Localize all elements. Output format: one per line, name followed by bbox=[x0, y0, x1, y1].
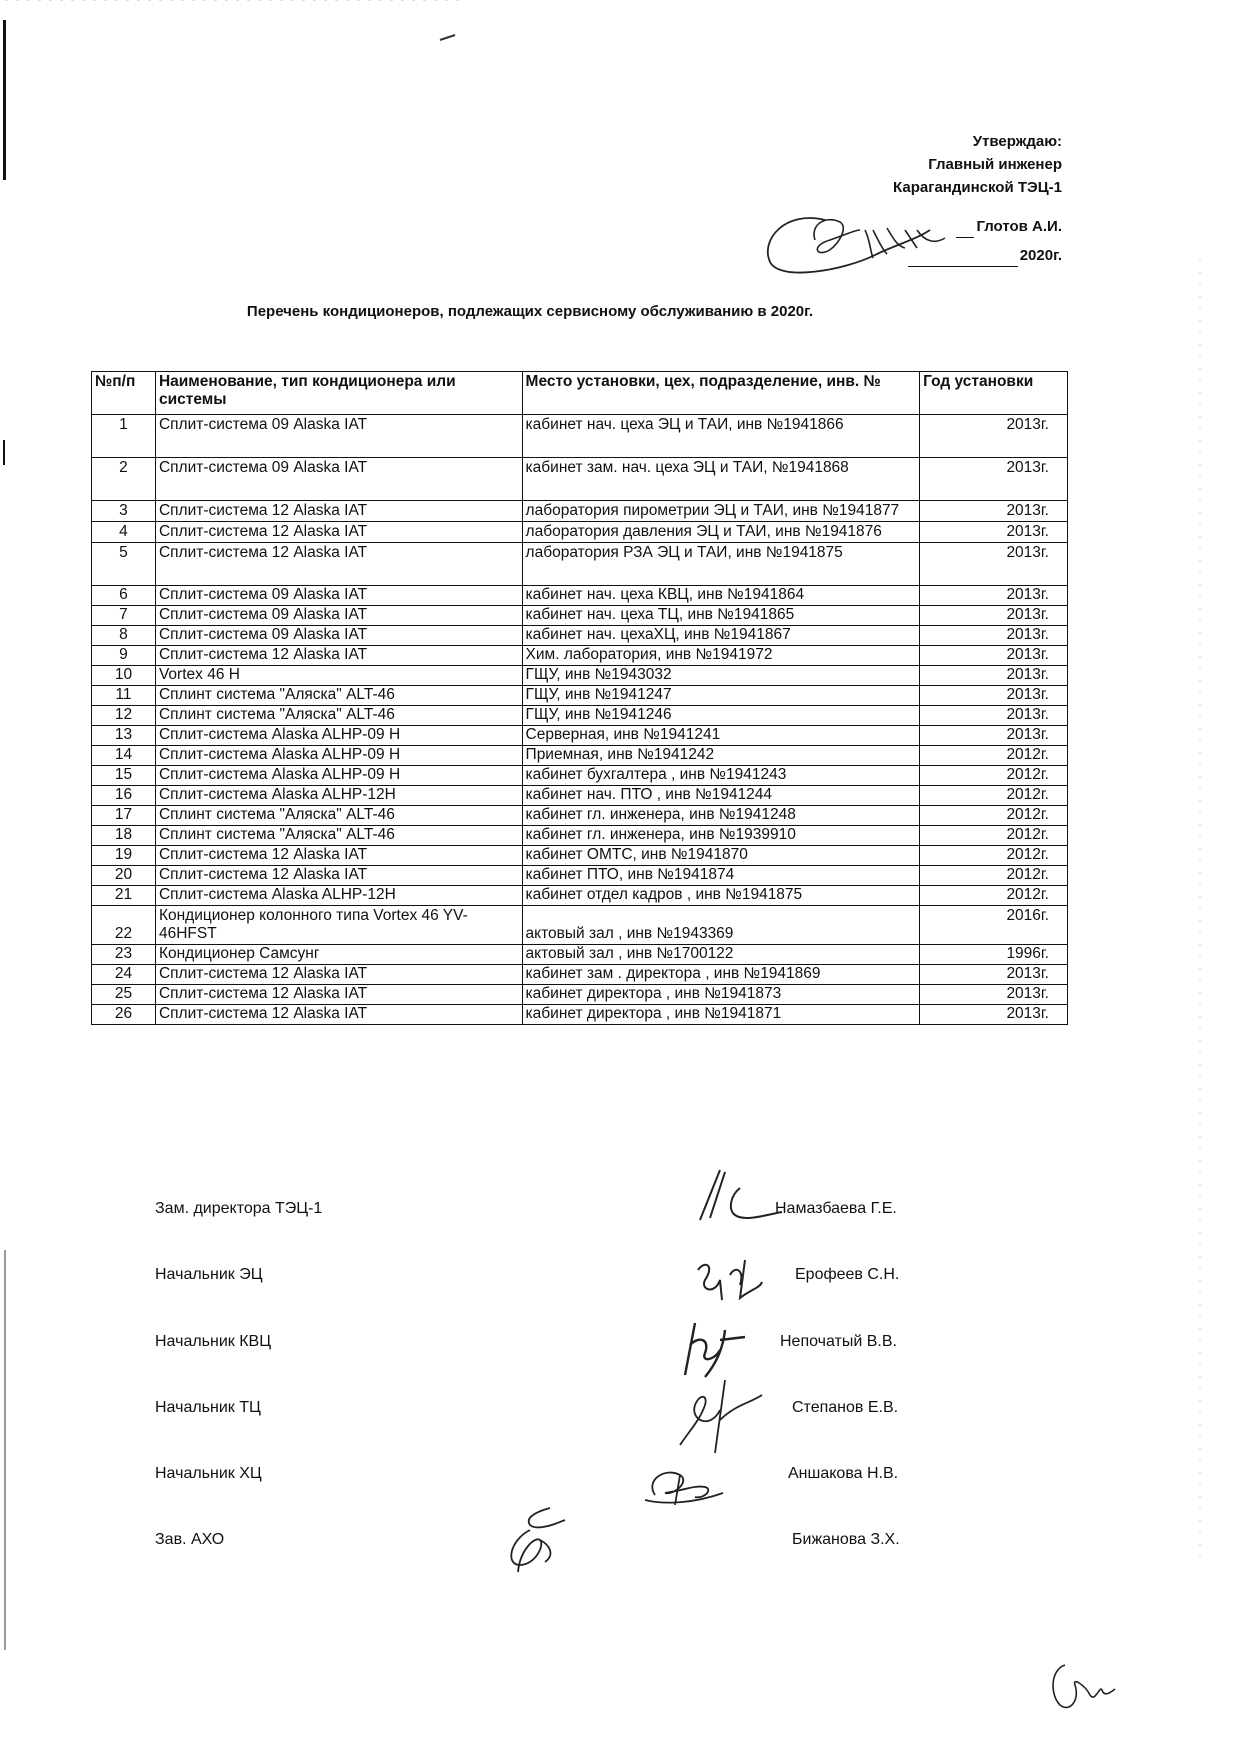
cell-year: 2013г. bbox=[920, 706, 1068, 726]
header-year: Год установки bbox=[920, 372, 1068, 415]
cell-location: ГЩУ, инв №1943032 bbox=[522, 666, 920, 686]
cell-location: кабинет гл. инженера, инв №1941248 bbox=[522, 806, 920, 826]
cell-num: 10 bbox=[92, 666, 156, 686]
cell-num: 4 bbox=[92, 522, 156, 543]
cell-year: 2013г. bbox=[920, 522, 1068, 543]
signature-name: Бижанова З.Х. bbox=[792, 1531, 900, 1548]
cell-num: 3 bbox=[92, 501, 156, 522]
approval-date: 2020г. bbox=[1019, 247, 1062, 264]
cell-num: 24 bbox=[92, 965, 156, 985]
approval-line-1: Утверждаю: bbox=[972, 133, 1062, 150]
cell-location: кабинет директора , инв №1941871 bbox=[522, 1005, 920, 1025]
cell-year: 2013г. bbox=[920, 965, 1068, 985]
cell-year: 2013г. bbox=[920, 1005, 1068, 1025]
cell-num: 18 bbox=[92, 826, 156, 846]
signature-name: Ерофеев С.Н. bbox=[795, 1266, 900, 1283]
cell-name: Сплит-система 12 Alaska IAT bbox=[155, 985, 522, 1005]
cell-location: кабинет ОМТС, инв №1941870 bbox=[522, 846, 920, 866]
cell-num: 16 bbox=[92, 786, 156, 806]
cell-name: Сплит-система 12 Alaska IAT bbox=[155, 1005, 522, 1025]
cell-location: кабинет директора , инв №1941873 bbox=[522, 985, 920, 1005]
cell-name: Vortex 46 H bbox=[155, 666, 522, 686]
approval-line-3: Карагандинской ТЭЦ-1 bbox=[893, 179, 1062, 196]
cell-name: Сплит-система Alaska ALHP-12H bbox=[155, 886, 522, 906]
cell-location: ГЩУ, инв №1941247 bbox=[522, 686, 920, 706]
cell-name: Сплинт система "Аляска" ALT-46 bbox=[155, 686, 522, 706]
cell-location: лаборатория РЗА ЭЦ и ТАИ, инв №1941875 bbox=[522, 543, 920, 586]
cell-year: 1996г. bbox=[920, 945, 1068, 965]
cell-num: 9 bbox=[92, 646, 156, 666]
cell-location: кабинет бухгалтера , инв №1941243 bbox=[522, 766, 920, 786]
cell-year: 2016г. bbox=[920, 906, 1068, 945]
cell-name: Сплинт система "Аляска" ALT-46 bbox=[155, 806, 522, 826]
cell-num: 17 bbox=[92, 806, 156, 826]
signature-role: Начальник ТЦ bbox=[155, 1399, 261, 1416]
cell-name: Сплит-система 12 Alaska IAT bbox=[155, 646, 522, 666]
cell-name: Сплит-система 09 Alaska IAT bbox=[155, 626, 522, 646]
cell-location: Хим. лаборатория, инв №1941972 bbox=[522, 646, 920, 666]
cell-name: Сплит-система 12 Alaska IAT bbox=[155, 522, 522, 543]
cell-year: 2013г. bbox=[920, 726, 1068, 746]
cell-year: 2012г. bbox=[920, 886, 1068, 906]
cell-num: 6 bbox=[92, 586, 156, 606]
cell-num: 21 bbox=[92, 886, 156, 906]
signature-role: Начальник ХЦ bbox=[155, 1465, 262, 1482]
cell-name: Кондиционер Самсунг bbox=[155, 945, 522, 965]
cell-year: 2013г. bbox=[920, 586, 1068, 606]
signature-role: Начальник ЭЦ bbox=[155, 1266, 263, 1283]
cell-year: 2013г. bbox=[920, 985, 1068, 1005]
cell-location: кабинет нач. ПТО , инв №1941244 bbox=[522, 786, 920, 806]
cell-num: 8 bbox=[92, 626, 156, 646]
cell-year: 2012г. bbox=[920, 846, 1068, 866]
cell-num: 2 bbox=[92, 458, 156, 501]
cell-name: Сплит-система Alaska ALHP-12H bbox=[155, 786, 522, 806]
cell-name: Сплит-система 12 Alaska IAT bbox=[155, 543, 522, 586]
cell-location: кабинет зам . директора , инв №1941869 bbox=[522, 965, 920, 985]
cell-num: 22 bbox=[92, 906, 156, 945]
cell-location: Приемная, инв №1941242 bbox=[522, 746, 920, 766]
cell-num: 13 bbox=[92, 726, 156, 746]
cell-location: актовый зал , инв №1700122 bbox=[522, 945, 920, 965]
signature-name: Степанов Е.В. bbox=[792, 1399, 899, 1416]
signature-name: Непочатый В.В. bbox=[780, 1333, 897, 1350]
cell-num: 26 bbox=[92, 1005, 156, 1025]
cell-num: 25 bbox=[92, 985, 156, 1005]
cell-name: Сплит-система 12 Alaska IAT bbox=[155, 501, 522, 522]
cell-year: 2013г. bbox=[920, 415, 1068, 458]
header-num: №п/п bbox=[92, 372, 156, 415]
cell-year: 2012г. bbox=[920, 866, 1068, 886]
cell-location: кабинет гл. инженера, инв №1939910 bbox=[522, 826, 920, 846]
signature-name: Аншакова Н.В. bbox=[788, 1465, 899, 1482]
cell-name: Сплит-система 09 Alaska IAT bbox=[155, 606, 522, 626]
cell-location: кабинет нач. цеха КВЦ, инв №1941864 bbox=[522, 586, 920, 606]
cell-name: Сплит-система 12 Alaska IAT bbox=[155, 846, 522, 866]
cell-num: 23 bbox=[92, 945, 156, 965]
header-name: Наименование, тип кондиционера или системы bbox=[155, 372, 522, 415]
cell-year: 2012г. bbox=[920, 766, 1068, 786]
cell-year: 2013г. bbox=[920, 458, 1068, 501]
cell-year: 2012г. bbox=[920, 746, 1068, 766]
cell-location: лаборатория пирометрии ЭЦ и ТАИ, инв №1941877 bbox=[522, 501, 920, 522]
cell-num: 11 bbox=[92, 686, 156, 706]
cell-name: Сплит-система Alaska ALHP-09 H bbox=[155, 746, 522, 766]
cell-num: 20 bbox=[92, 866, 156, 886]
cell-year: 2013г. bbox=[920, 543, 1068, 586]
signature-role: Зам. директора ТЭЦ-1 bbox=[155, 1200, 323, 1217]
cell-num: 19 bbox=[92, 846, 156, 866]
cell-location: кабинет нач. цеха ЭЦ и ТАИ, инв №1941866 bbox=[522, 415, 920, 458]
cell-year: 2013г. bbox=[920, 606, 1068, 626]
cell-num: 5 bbox=[92, 543, 156, 586]
cell-location: лаборатория давления ЭЦ и ТАИ, инв №1941876 bbox=[522, 522, 920, 543]
cell-name: Сплит-система 09 Alaska IAT bbox=[155, 415, 522, 458]
cell-year: 2012г. bbox=[920, 786, 1068, 806]
cell-name: Сплинт система "Аляска" ALT-46 bbox=[155, 826, 522, 846]
cell-location: кабинет зам. нач. цеха ЭЦ и ТАИ, №1941868 bbox=[522, 458, 920, 501]
cell-name: Сплит-система Alaska ALHP-09 H bbox=[155, 766, 522, 786]
cell-year: 2013г. bbox=[920, 626, 1068, 646]
cell-year: 2012г. bbox=[920, 826, 1068, 846]
approval-signer: Глотов А.И. bbox=[976, 218, 1062, 235]
cell-num: 7 bbox=[92, 606, 156, 626]
cell-name: Сплинт система "Аляска" ALT-46 bbox=[155, 706, 522, 726]
cell-num: 1 bbox=[92, 415, 156, 458]
cell-location: Серверная, инв №1941241 bbox=[522, 726, 920, 746]
cell-name: Сплит-система Alaska ALHP-09 H bbox=[155, 726, 522, 746]
signature-role: Начальник КВЦ bbox=[155, 1333, 272, 1350]
cell-location: кабинет нач. цеха ТЦ, инв №1941865 bbox=[522, 606, 920, 626]
cell-location: кабинет нач. цехаХЦ, инв №1941867 bbox=[522, 626, 920, 646]
signature-name: Намазбаева Г.Е. bbox=[775, 1200, 897, 1217]
cell-location: кабинет отдел кадров , инв №1941875 bbox=[522, 886, 920, 906]
cell-year: 2013г. bbox=[920, 501, 1068, 522]
approval-line-2: Главный инженер bbox=[928, 156, 1062, 173]
cell-num: 12 bbox=[92, 706, 156, 726]
cell-name: Сплит-система 12 Alaska IAT bbox=[155, 866, 522, 886]
cell-year: 2013г. bbox=[920, 666, 1068, 686]
cell-num: 15 bbox=[92, 766, 156, 786]
header-location: Место установки, цех, подразделение, инв. № bbox=[522, 372, 920, 415]
cell-name: Сплит-система 09 Alaska IAT bbox=[155, 458, 522, 501]
document-title: Перечень кондиционеров, подлежащих сервисному обслуживанию в 2020г. bbox=[246, 303, 814, 320]
cell-name: Кондиционер колонного типа Vortex 46 YV-46HFST bbox=[155, 906, 522, 945]
cell-num: 14 bbox=[92, 746, 156, 766]
cell-year: 2013г. bbox=[920, 646, 1068, 666]
cell-year: 2013г. bbox=[920, 686, 1068, 706]
cell-name: Сплит-система 09 Alaska IAT bbox=[155, 586, 522, 606]
cell-year: 2012г. bbox=[920, 806, 1068, 826]
cell-location: актовый зал , инв №1943369 bbox=[522, 906, 920, 945]
cell-name: Сплит-система 12 Alaska IAT bbox=[155, 965, 522, 985]
cell-location: кабинет ПТО, инв №1941874 bbox=[522, 866, 920, 886]
signature-role: Зав. АХО bbox=[155, 1531, 225, 1548]
cell-location: ГЩУ, инв №1941246 bbox=[522, 706, 920, 726]
